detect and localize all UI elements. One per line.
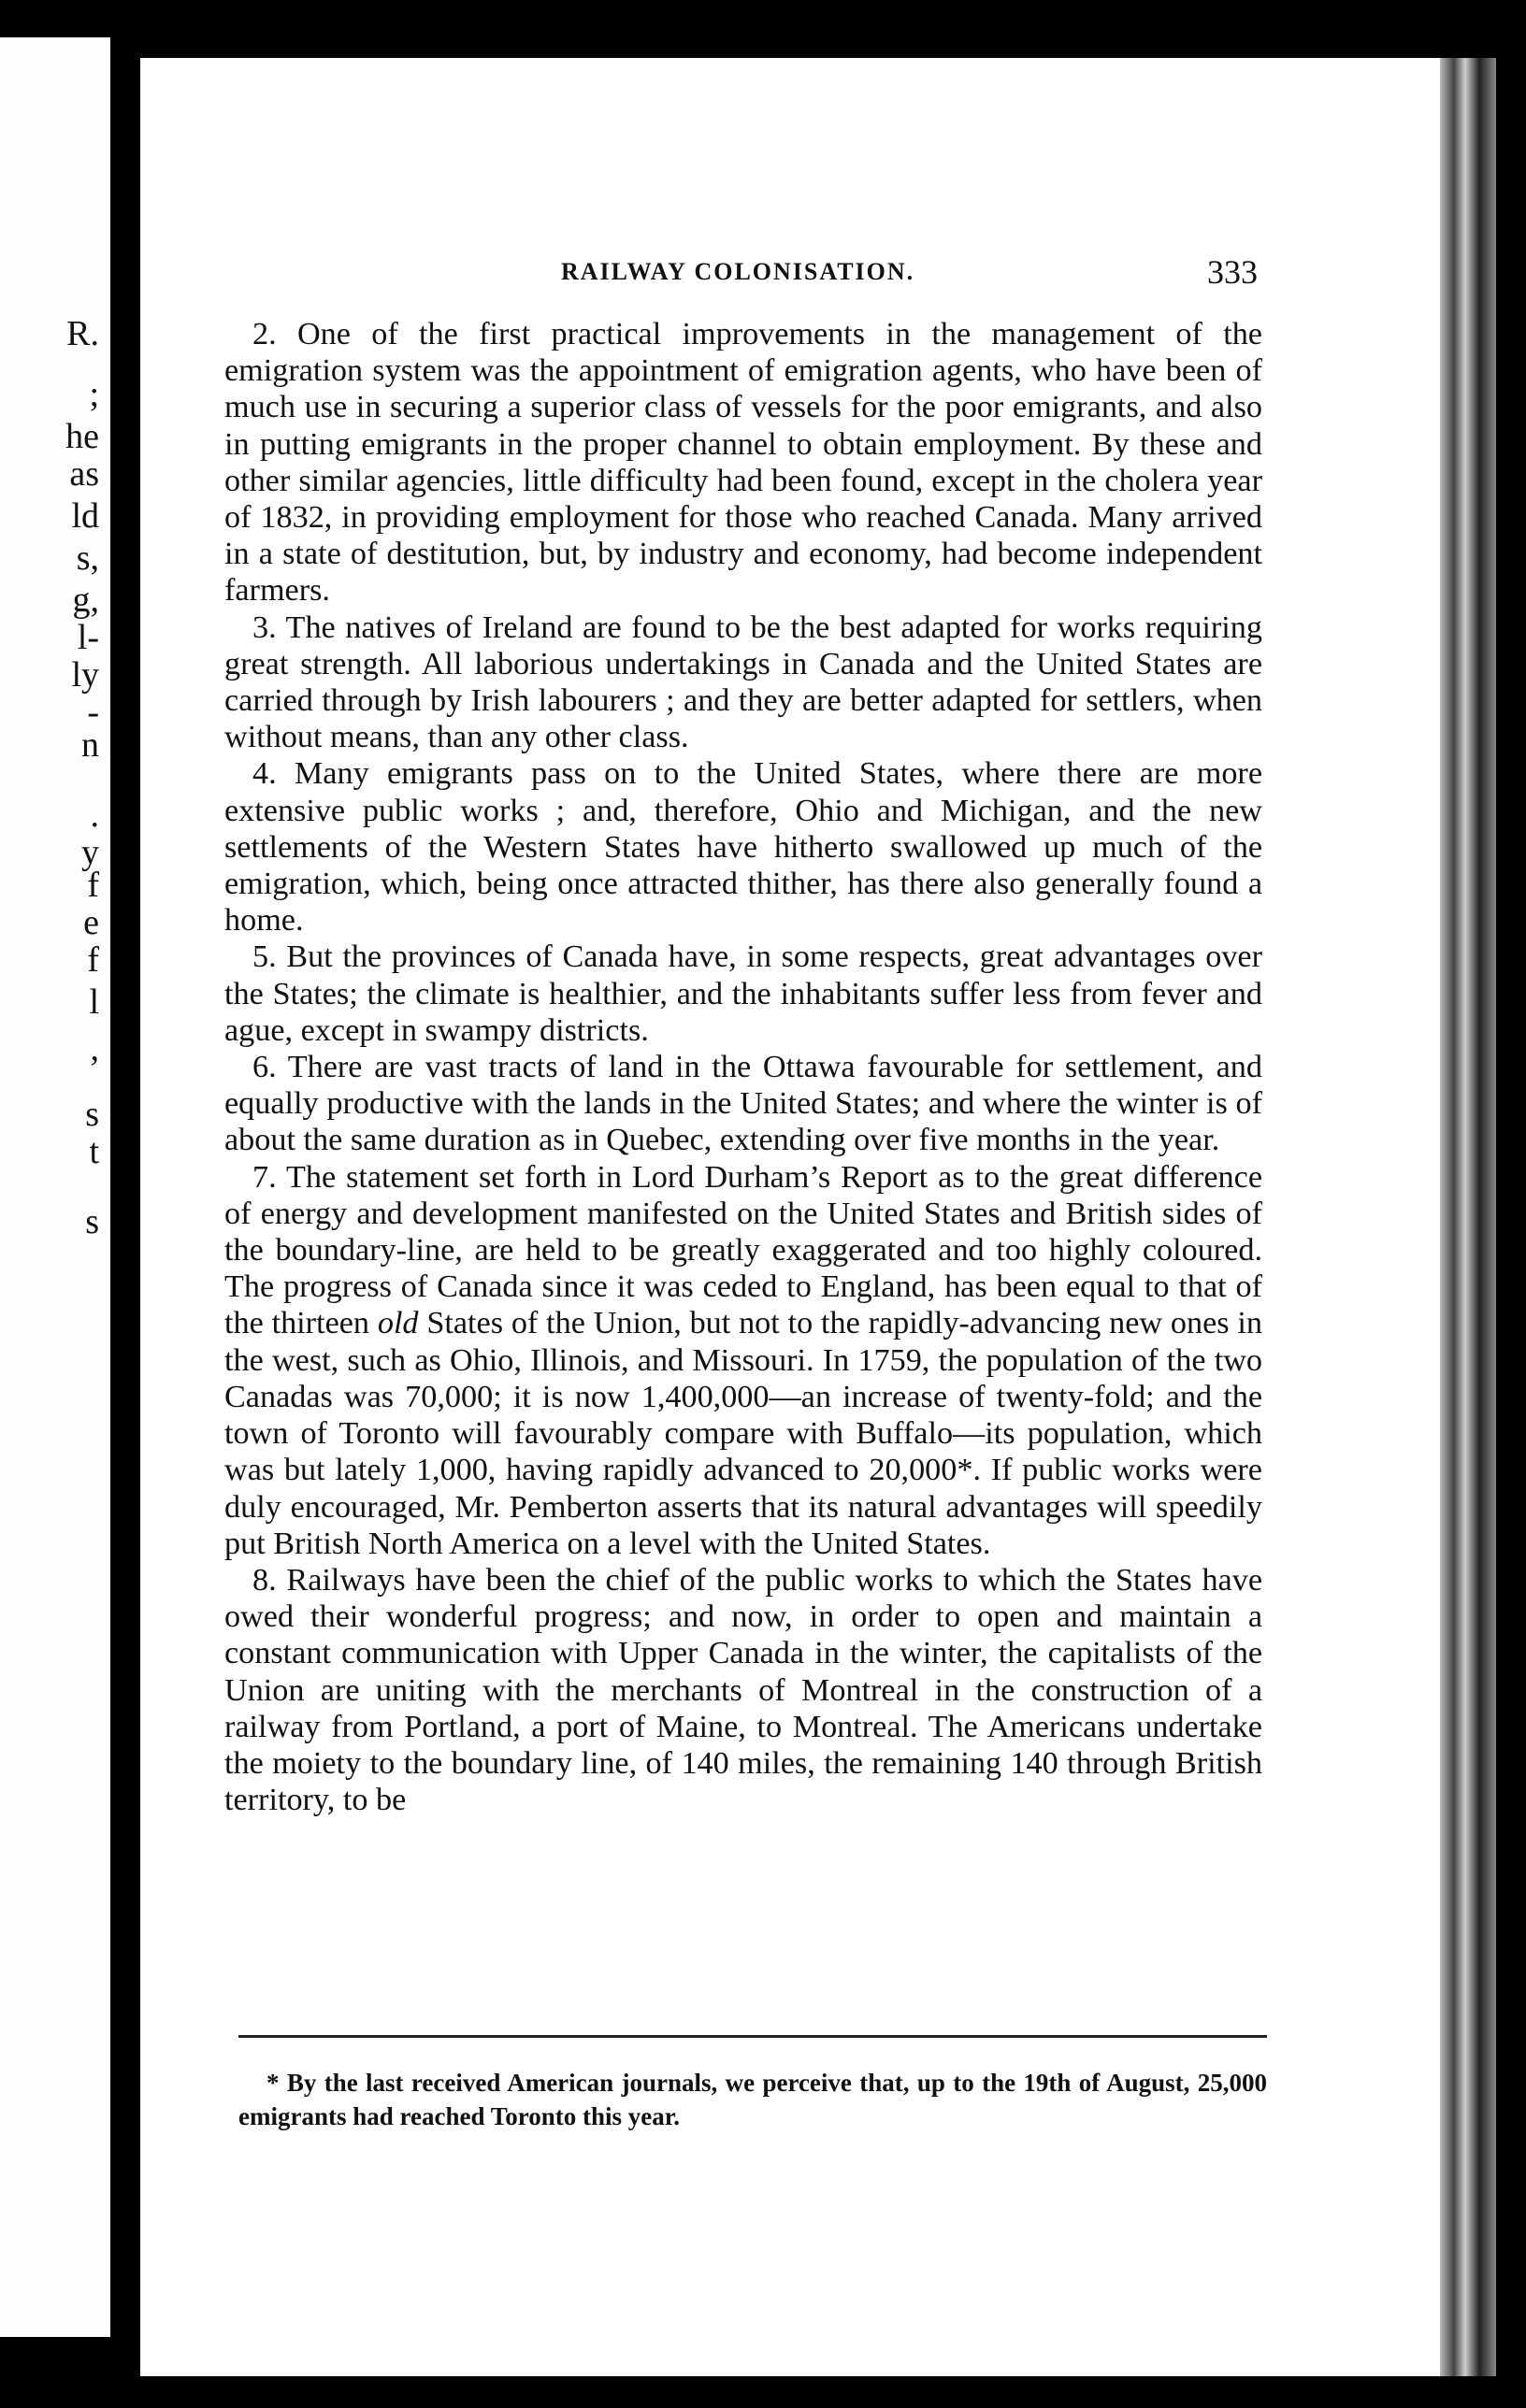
previous-page-fragment: ld [71,496,99,536]
paragraph-5: 5. But the provinces of Canada have, in some respects, great advantages over the States; the climate is healthier, and the inhabitants suffer less from fever and ague, except in swampy districts. [224,939,1262,1048]
previous-page-fragment: t [89,1132,99,1171]
previous-page-fragment: l- [77,618,99,657]
previous-page-fragment: s, [76,538,99,578]
previous-page-fragment: s [85,1202,99,1241]
previous-page-fragment: R. [66,314,99,353]
previous-page-fragment: f [87,866,99,905]
footnote-rule [238,2035,1267,2038]
previous-page-fragment: n [81,725,99,765]
previous-page-edge [0,37,110,2337]
paragraph-7 [224,1159,1262,1562]
previous-page-fragment: s [85,1095,99,1134]
previous-page-fragment: f [87,940,99,980]
page-number: 333 [1207,253,1258,291]
previous-page-fragment: he [65,417,99,456]
paragraph-7-text-before: 7. The statement set forth in Lord Durham’s Report as to the great difference of energy and development manifested on the United States and British sides of the boundary-line, are held to be greatly exaggerated and too highly coloured. The progress of Canada since it was ceded to England, has been equal to that of the thirteen [224,1159,1262,1341]
previous-page-fragment: l [89,982,99,1022]
body-text [224,316,1262,1818]
previous-page-fragment: as [69,454,99,494]
previous-page-fragment: g, [72,580,99,620]
paragraph-4: 4. Many emigrants pass on to the United States, where there are more extensive public works ; and, therefore, Ohio and Michigan, and the new settlements of the Western States have hitherto swallowed up much of the emigration, which, being once attracted thither, has there also generally found a home. [224,756,1262,939]
previous-page-fragment: y [81,833,99,872]
paragraph-6: 6. There are vast tracts of land in the Ottawa favourable for settlement, and equally productive with the lands in the United States; and where the winter is of about the same duration as in Quebec, extending over five months in the year. [224,1050,1262,1158]
previous-page-fragment: e [83,903,99,942]
previous-page-fragment: - [87,693,99,732]
previous-page-fragment: ; [89,375,99,414]
previous-page-fragment: . [90,796,99,835]
running-head [229,252,1258,299]
previous-page-fragment: ly [71,655,99,695]
paragraph-3: 3. The natives of Ireland are found to be the best adapted for works requiring great strength. All laborious undertakings in Canada and the United States are carried through by Irish labourers ; and they are better adapted for settlers, when without means, than any other class. [224,609,1262,755]
paragraph-8: 8. Railways have been the chief of the public works to which the States have owed their wonderful progress; and now, in order to open and maintain a constant communication with Upper Canada in the winter, the capitalists of the Union are uniting with the merchants of Montreal in the construction of a railway from Portland, a port of Maine, to Montreal. The Americans undertake the moiety to the boundary line, of 140 miles, the remaining 140 through British territory, to be [224,1562,1262,1818]
paragraph-7-italic: old [377,1306,419,1341]
previous-page-fragment: , [90,1029,99,1068]
running-title: RAILWAY COLONISATION. [561,258,915,285]
paragraph-2: 2. One of the first practical improvements in the management of the emigration system was the appointment of emigration agents, who have been of much use in securing a superior class of vessels for the poor emigrants, and also in putting emigrants in the proper channel to obtain employment. By these and other similar agencies, little difficulty had been found, except in the cholera year of 1832, in providing employment for those who reached Canada. Many arrived in a state of destitution, but, by industry and economy, had become independent farmers. [224,317,1262,609]
paragraph-7-text-after: States of the Union, but not to the rapidly-advancing new ones in the west, such as Ohio, Illinois, and Missouri. In 1759, the population of the two Canadas was 70,000; it is now 1,400,000—an increase of twenty-fold; and the town of Toronto will favourably compare with Buffalo—its population, which was but lately 1,000, having rapidly advanced to 20,000*. If public works were duly encouraged, Mr. Pemberton asserts that its natural advantages will speedily put British North America on a level with the United States. [224,1306,1262,1561]
page-stack-edge [1440,58,1496,2376]
previous-page-text-fragments [0,37,110,2337]
footnote: * By the last received American journals, we perceive that, up to the 19th of August, 25,000 emigrants had reached Toronto this year. [238,2069,1267,2130]
